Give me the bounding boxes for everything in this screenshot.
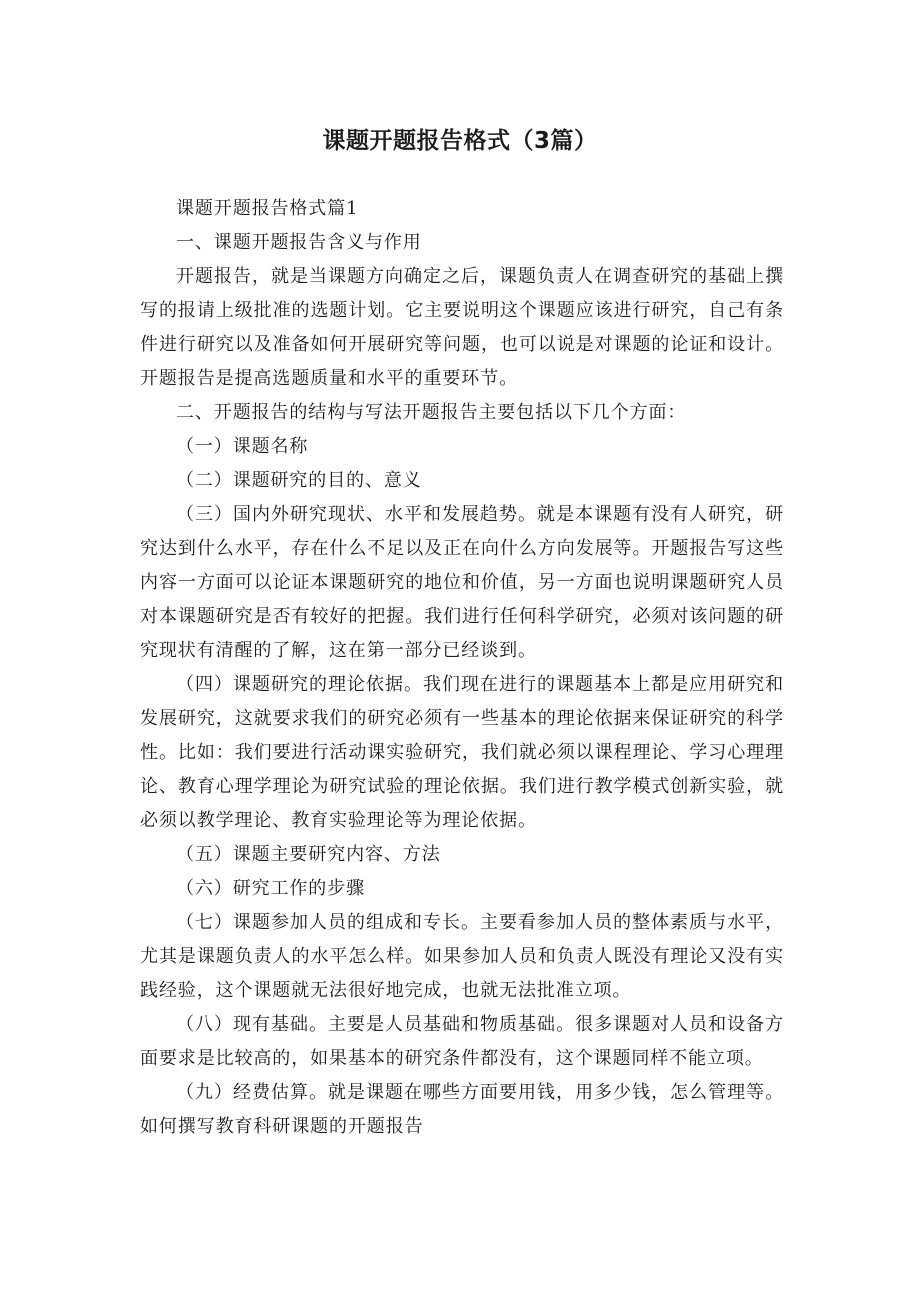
item-work-steps: （六）研究工作的步骤 — [176, 878, 365, 899]
heading-definition-and-role: 一、课题开题报告含义与作用 — [176, 232, 422, 253]
document-body — [140, 192, 784, 1144]
section-heading-part-1: 课题开题报告格式篇1 — [176, 198, 359, 219]
item-content-methods: （五）课题主要研究内容、方法 — [176, 844, 441, 865]
heading-structure-and-writing: 二、开题报告的结构与写法开题报告主要包括以下几个方面： — [176, 402, 687, 423]
item-team-members: （七）课题参加人员的组成和专长。主要看参加人员的整体素质与水平，尤其是课题负责人的水平怎么样。如果参加人员和负责人既没有理论又没有实践经验，这个课题就无法很好地完成，也就无法批准立项。 — [140, 912, 784, 1001]
paragraph-definition: 开题报告，就是当课题方向确定之后，课题负责人在调查研究的基础上撰写的报请上级批准的选题计划。它主要说明这个课题应该进行研究，自己有条件进行研究以及准备如何开展研究等问题，也可以说是对课题的论证和设计。开题报告是提高选题质量和水平的重要环节。 — [140, 266, 784, 389]
item-purpose-significance: （二）课题研究的目的、意义 — [176, 470, 422, 491]
document-title: 课题开题报告格式（3篇） — [322, 128, 598, 154]
item-existing-basis: （八）现有基础。主要是人员基础和物质基础。很多课题对人员和设备方面要求是比较高的，如果基本的研究条件都没有，这个课题同样不能立项。 — [140, 1014, 784, 1069]
item-topic-name: （一）课题名称 — [176, 436, 309, 457]
item-research-status: （三）国内外研究现状、水平和发展趋势。就是本课题有没有人研究，研究达到什么水平，存在什么不足以及正在向什么方向发展等。开题报告写这些内容一方面可以论证本课题研究的地位和价值，另一方面也说明课题研究人员对本课题研究是否有较好的把握。我们进行任何科学研究，必须对该问题的研究现状有清醒的了解，这在第一部分已经谈到。 — [140, 504, 784, 661]
item-budget: （九）经费估算。就是课题在哪些方面要用钱，用多少钱，怎么管理等。如何撰写教育科研课题的开题报告 — [140, 1082, 784, 1137]
item-theoretical-basis: （四）课题研究的理论依据。我们现在进行的课题基本上都是应用研究和发展研究，这就要求我们的研究必须有一些基本的理论依据来保证研究的科学性。比如：我们要进行活动课实验研究，我们就必须以课程理论、学习心理理论、教育心理学理论为研究试验的理论依据。我们进行教学模式创新实验，就必须以教学理论、教育实验理论等为理论依据。 — [140, 674, 784, 831]
